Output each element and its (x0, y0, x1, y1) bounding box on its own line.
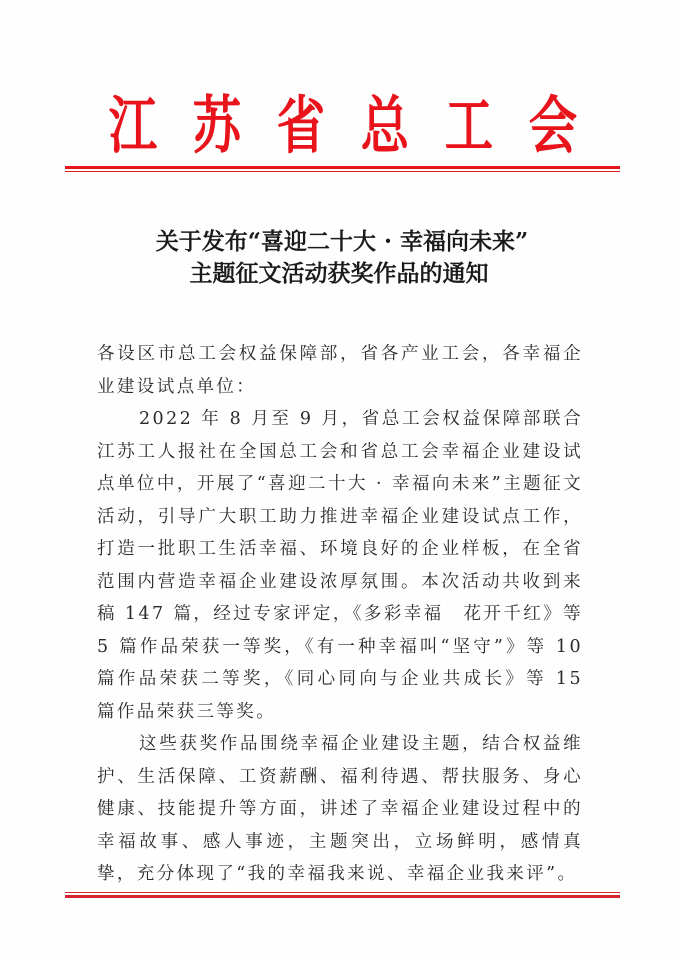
body-paragraph: 2022 年 8 月至 9 月，省总工会权益保障部联合江苏工人报社在全国总工会和省总工会幸福企业建设试点单位中，开展了“喜迎二十大 · 幸福向未来”主题征文活动，引导广大职工助力推进幸福企业建设试点工作，打造一批职工生活幸福、环境良好的企业样板，在全省范围内营造幸福企业建设浓厚氛围。本次活动共收到来稿 147 篇，经过专家评定，《多彩幸福 花开千红》等 5 篇作品荣获一等奖，《有一种幸福叫“坚守”》等 10 篇作品荣获二等奖，《同心同向与企业共成长》等 15 篇作品荣获三等奖。 (97, 409, 583, 722)
document-body (97, 338, 583, 891)
title-line-2: 主题征文活动获奖作品的通知 (189, 260, 489, 287)
masthead-char: 工 (444, 89, 494, 162)
masthead-char: 江 (108, 89, 158, 162)
title-line-1: 关于发布“喜迎二十大 · 幸福向未来” (155, 228, 529, 255)
salutation: 各设区市总工会权益保障部，省各产业工会，各幸福企业建设试点单位： (97, 344, 583, 397)
masthead-char: 省 (276, 89, 326, 162)
masthead-divider (65, 166, 620, 172)
divider-thick-line (65, 895, 620, 898)
document-title (0, 226, 678, 290)
masthead-char: 苏 (192, 89, 242, 162)
masthead (98, 86, 588, 166)
masthead-char: 会 (528, 89, 578, 162)
body-paragraph: 这些获奖作品围绕幸福企业建设主题，结合权益维护、生活保障、工资薪酬、福利待遇、帮扶服务、身心健康、技能提升等方面，讲述了幸福企业建设过程中的幸福故事、感人事迹，主题突出，立场鲜明，感情真挚，充分体现了“我的幸福我来说、幸福企业我来评”。 (97, 734, 583, 884)
divider-thin-line (65, 171, 620, 172)
footer-divider (65, 892, 620, 898)
masthead-char: 总 (360, 89, 410, 162)
